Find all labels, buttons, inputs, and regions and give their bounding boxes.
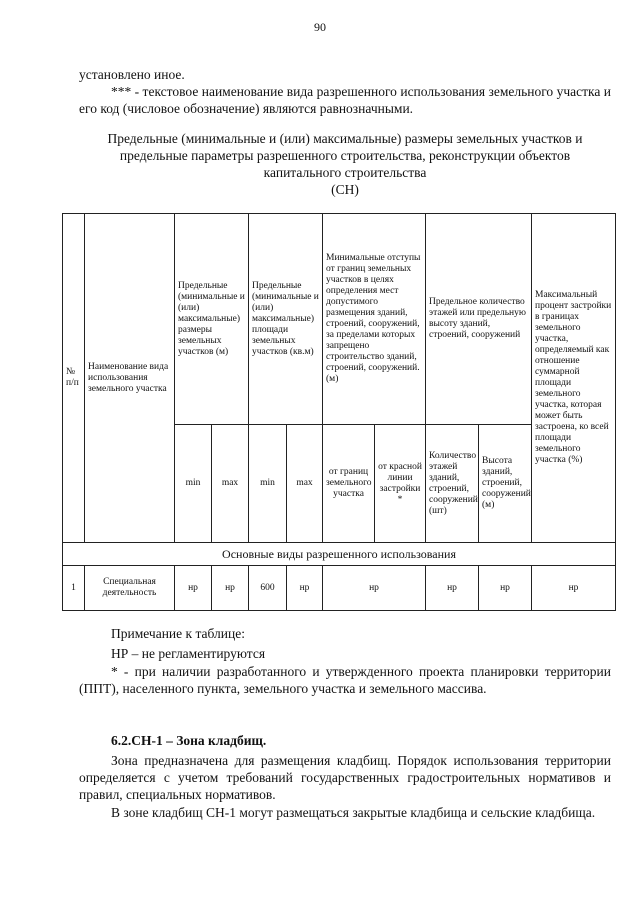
header-num: № п/п	[63, 214, 85, 543]
header-from-red-lines: от красной линии застройки *	[375, 425, 426, 543]
header-max: max	[287, 425, 323, 543]
header-area: Предельные (минимальные и (или) максимальные) площади земельных участков (кв.м)	[249, 214, 323, 425]
header-min: min	[249, 425, 287, 543]
cell-value: нр	[426, 566, 479, 611]
header-coverage: Максимальный процент застройки в границах земельного участка, определяемый как отношение суммарной площади земельного участка, которая может быть застроена, ко всей площади земельного участка (%)	[532, 214, 616, 543]
table-title-line: предельные параметры разрешенного строительства, реконструкции объектов	[119, 148, 571, 163]
notes-line: НР – не регламентируются	[111, 646, 266, 661]
cell-value: нр	[212, 566, 249, 611]
table-row	[63, 566, 616, 611]
header-plot-size: Предельные (минимальные и (или) максимальные) размеры земельных участков (м)	[175, 214, 249, 425]
cell-value: нр	[479, 566, 532, 611]
intro-note: *** - текстовое наименование вида разрешенного использования земельного участка и его код (числовое обозначение) являются равнозначными.	[79, 84, 611, 116]
section-label: Основные виды разрешенного использования	[63, 543, 616, 566]
header-floor-count: Количество этажей зданий, строений, сооружений (шт)	[426, 425, 479, 543]
table-title-line: капитального строительства	[263, 165, 427, 180]
table-title-line: (СН)	[331, 182, 359, 197]
table-title	[79, 130, 611, 198]
cell-num: 1	[63, 566, 85, 611]
cell-value: нр	[323, 566, 426, 611]
section-paragraph: В зоне кладбищ СН-1 могут размещаться закрытые кладбища и сельские кладбища.	[111, 805, 596, 820]
header-floors: Предельное количество этажей или предельную высоту зданий, строений, сооружений	[426, 214, 532, 425]
cell-value: нр	[175, 566, 212, 611]
section-paragraph: Зона предназначена для размещения кладбищ. Порядок использования территории определяется с учетом требований государственных градостроительных нормативов и правил, специальных нормативов.	[79, 753, 611, 802]
header-height: Высота зданий, строений, сооружений (м)	[479, 425, 532, 543]
header-setbacks: Минимальные отступы от границ земельных участков в целях определения мест допустимого размещения зданий, строений, сооружений, за пределами которых запрещено строительство зданий, строений, сооружений. (м)	[323, 214, 426, 425]
table-title-line: Предельные (минимальные и (или) максимальные) размеры земельных участков и	[107, 131, 583, 146]
notes-title: Примечание к таблице:	[111, 626, 245, 641]
intro-line: установлено иное.	[79, 67, 185, 82]
cell-value: 600	[249, 566, 287, 611]
page-number: 90	[314, 20, 326, 34]
cell-value: нр	[287, 566, 323, 611]
limits-table	[62, 213, 616, 611]
header-name: Наименование вида использования земельного участка	[85, 214, 175, 543]
header-from-borders: от границ земельного участка	[323, 425, 375, 543]
notes-line: * - при наличии разработанного и утвержденного проекта планировки территории (ППТ), населенного пункта, земельного участка и земельного массива.	[79, 664, 611, 696]
cell-value: нр	[532, 566, 616, 611]
header-min: min	[175, 425, 212, 543]
header-max: max	[212, 425, 249, 543]
cell-name: Специальная деятельность	[85, 566, 175, 611]
section-heading: 6.2.СН-1 – Зона кладбищ.	[111, 733, 267, 748]
